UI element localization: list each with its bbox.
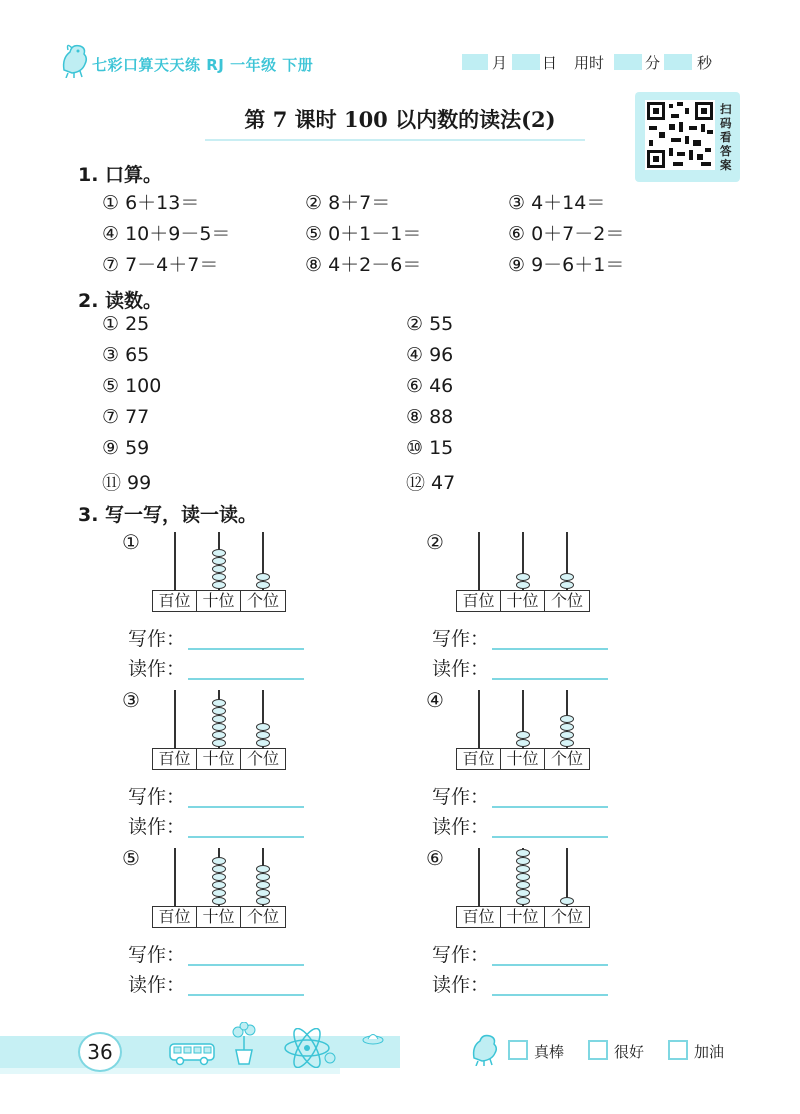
abacus-rod <box>174 690 176 748</box>
abacus-bead <box>212 739 226 747</box>
read-number-item: ⑧ 88 <box>406 406 454 428</box>
place-value-row <box>456 906 590 928</box>
write-answer-line[interactable] <box>188 648 304 650</box>
second-label: 秒 <box>697 54 713 72</box>
write-label: 写作： <box>128 944 186 966</box>
month-label: 月 <box>492 54 508 72</box>
place-value-cell: 十位 <box>501 749 545 769</box>
place-value-cell: 个位 <box>246 749 279 768</box>
abacus-bead <box>212 873 226 881</box>
place-value-cell: 百位 <box>457 907 501 927</box>
footer-band-shadow <box>0 1068 340 1074</box>
abacus-bead <box>212 865 226 873</box>
rating-label-great: 真棒 <box>534 1043 565 1061</box>
abacus-rod <box>478 532 480 590</box>
place-value-cell: 个位 <box>550 591 583 610</box>
abacus-bead <box>560 739 574 747</box>
rating-label-good: 很好 <box>614 1043 645 1061</box>
second-blank[interactable] <box>664 54 692 70</box>
abacus <box>456 690 590 772</box>
abacus-bead <box>516 857 530 865</box>
write-answer-line[interactable] <box>492 806 608 808</box>
read-answer-line[interactable] <box>492 836 608 838</box>
mental-math-item: ⑧ 4＋2－6＝ <box>305 254 422 276</box>
read-answer-line[interactable] <box>188 836 304 838</box>
abacus-rod <box>478 848 480 906</box>
place-value-cell: 百位 <box>457 591 501 611</box>
place-value-cell: 十位 <box>501 591 545 611</box>
place-value-cell: 十位 <box>501 907 545 927</box>
read-answer-line[interactable] <box>492 994 608 996</box>
read-number-item: ① 25 <box>102 313 150 335</box>
place-value-cell: 百位 <box>153 749 197 769</box>
place-value-cell: 百位 <box>153 907 197 927</box>
place-value-cell: 十位 <box>197 749 241 769</box>
abacus-bead <box>560 723 574 731</box>
mental-math-item: ⑥ 0＋7－2＝ <box>508 223 625 245</box>
abacus-bead <box>516 873 530 881</box>
section-2-title: 2. 读数。 <box>78 290 163 312</box>
rating-checkbox-try[interactable] <box>668 1040 688 1060</box>
section-3-title: 3. 写一写，读一读。 <box>78 504 258 526</box>
abacus-bead <box>560 897 574 905</box>
read-number-item: ② 55 <box>406 313 454 335</box>
mental-math-item: ④ 10＋9－5＝ <box>102 223 231 245</box>
abacus-bead <box>516 865 530 873</box>
place-value-row <box>456 590 590 612</box>
read-number-item: ⑫ 47 <box>406 472 456 494</box>
write-answer-line[interactable] <box>492 964 608 966</box>
abacus-bead <box>560 581 574 589</box>
qr-code-icon[interactable] <box>645 100 715 170</box>
write-label: 写作： <box>128 628 186 650</box>
read-number-item: ⑤ 100 <box>102 375 162 397</box>
abacus-bead <box>212 565 226 573</box>
mental-math-item: ⑨ 9－6＋1＝ <box>508 254 625 276</box>
abacus-rod <box>174 848 176 906</box>
abacus <box>152 848 286 930</box>
read-label: 读作： <box>128 658 186 680</box>
abacus-bead <box>256 881 270 889</box>
abacus-number-label: ① <box>122 530 140 554</box>
abacus-bead <box>256 723 270 731</box>
abacus-bead <box>212 723 226 731</box>
abacus-number-label: ④ <box>426 688 444 712</box>
qr-caption-char: 答 <box>720 144 732 158</box>
mental-math-item: ⑤ 0＋1－1＝ <box>305 223 422 245</box>
rating-label-try: 加油 <box>694 1043 725 1061</box>
qr-caption <box>720 102 734 172</box>
abacus-number-label: ② <box>426 530 444 554</box>
place-value-cell: 百位 <box>153 591 197 611</box>
lesson-title: 第 7 课时 100 以内数的读法(2) <box>244 107 556 132</box>
abacus-bead <box>212 857 226 865</box>
read-answer-line[interactable] <box>188 678 304 680</box>
abacus-bead <box>516 889 530 897</box>
abacus-bead <box>212 557 226 565</box>
place-value-cell: 十位 <box>197 591 241 611</box>
abacus-bead <box>212 581 226 589</box>
page-number: 36 <box>78 1032 122 1072</box>
read-label: 读作： <box>432 974 490 996</box>
atom-icon <box>278 1028 336 1068</box>
mental-math-item: ① 6＋13＝ <box>102 192 200 214</box>
abacus <box>456 848 590 930</box>
abacus-bead <box>256 873 270 881</box>
place-value-cell: 个位 <box>550 749 583 768</box>
read-label: 读作： <box>432 658 490 680</box>
section-1-title: 1. 口算。 <box>78 164 163 186</box>
place-value-cell: 个位 <box>246 907 279 926</box>
abacus-bead <box>212 715 226 723</box>
horse-mascot-icon <box>58 40 92 78</box>
read-number-item: ⑩ 15 <box>406 437 454 459</box>
read-label: 读作： <box>128 816 186 838</box>
write-label: 写作： <box>432 786 490 808</box>
read-number-item: ⑦ 77 <box>102 406 150 428</box>
abacus-bead <box>516 881 530 889</box>
abacus-bead <box>212 897 226 905</box>
month-blank[interactable] <box>462 54 488 70</box>
rating-checkbox-good[interactable] <box>588 1040 608 1060</box>
place-value-row <box>456 748 590 770</box>
abacus-bead <box>212 889 226 897</box>
bus-icon <box>168 1040 216 1066</box>
rating-checkbox-great[interactable] <box>508 1040 528 1060</box>
day-blank[interactable] <box>512 54 540 70</box>
abacus-bead <box>560 715 574 723</box>
abacus-rod <box>478 690 480 748</box>
mental-math-item: ② 8＋7＝ <box>305 192 391 214</box>
place-value-cell: 百位 <box>457 749 501 769</box>
read-label: 读作： <box>128 974 186 996</box>
abacus <box>456 532 590 614</box>
abacus-bead <box>560 573 574 581</box>
abacus-number-label: ③ <box>122 688 140 712</box>
write-answer-line[interactable] <box>188 806 304 808</box>
qr-caption-char: 看 <box>720 130 732 144</box>
read-answer-line[interactable] <box>492 678 608 680</box>
abacus-bead <box>516 573 530 581</box>
abacus-bead <box>256 865 270 873</box>
mental-math-item: ③ 4＋14＝ <box>508 192 606 214</box>
read-answer-line[interactable] <box>188 994 304 996</box>
abacus <box>152 532 286 614</box>
abacus-bead <box>560 731 574 739</box>
abacus-bead <box>256 889 270 897</box>
write-answer-line[interactable] <box>188 964 304 966</box>
title-underline <box>205 139 585 141</box>
abacus-bead <box>256 897 270 905</box>
abacus-bead <box>212 699 226 707</box>
horse-rating-icon <box>468 1030 502 1066</box>
place-value-row <box>152 590 286 612</box>
time-used-label: 用时 <box>574 54 605 72</box>
write-answer-line[interactable] <box>492 648 608 650</box>
abacus <box>152 690 286 772</box>
qr-caption-char: 案 <box>720 158 732 172</box>
read-number-item: ⑨ 59 <box>102 437 150 459</box>
write-label: 写作： <box>128 786 186 808</box>
mental-math-item: ⑦ 7－4＋7＝ <box>102 254 219 276</box>
abacus-bead <box>212 573 226 581</box>
abacus-bead <box>516 739 530 747</box>
abacus-number-label: ⑥ <box>426 846 444 870</box>
qr-caption-char: 扫 <box>720 102 732 116</box>
place-value-row <box>152 906 286 928</box>
place-value-row <box>152 748 286 770</box>
potted-plant-icon <box>226 1022 262 1066</box>
read-number-item: ⑪ 99 <box>102 472 152 494</box>
minute-label: 分 <box>645 54 661 72</box>
place-value-cell: 个位 <box>246 591 279 610</box>
abacus-bead <box>256 731 270 739</box>
ufo-icon <box>362 1030 384 1048</box>
qr-caption-char: 码 <box>720 116 732 130</box>
abacus-bead <box>256 739 270 747</box>
write-label: 写作： <box>432 628 490 650</box>
abacus-number-label: ⑤ <box>122 846 140 870</box>
abacus-bead <box>516 731 530 739</box>
read-number-item: ⑥ 46 <box>406 375 454 397</box>
abacus-bead <box>256 573 270 581</box>
abacus-bead <box>212 549 226 557</box>
series-title: 七彩口算天天练 RJ 一年级 下册 <box>92 56 314 74</box>
abacus-bead <box>212 881 226 889</box>
place-value-cell: 个位 <box>550 907 583 926</box>
abacus-bead <box>516 897 530 905</box>
abacus-rod <box>174 532 176 590</box>
place-value-cell: 十位 <box>197 907 241 927</box>
abacus-bead <box>256 581 270 589</box>
abacus-bead <box>212 707 226 715</box>
day-label: 日 <box>542 54 558 72</box>
abacus-bead <box>212 731 226 739</box>
minute-blank[interactable] <box>614 54 642 70</box>
read-number-item: ③ 65 <box>102 344 150 366</box>
abacus-bead <box>516 849 530 857</box>
write-label: 写作： <box>432 944 490 966</box>
read-label: 读作： <box>432 816 490 838</box>
read-number-item: ④ 96 <box>406 344 454 366</box>
abacus-bead <box>516 581 530 589</box>
